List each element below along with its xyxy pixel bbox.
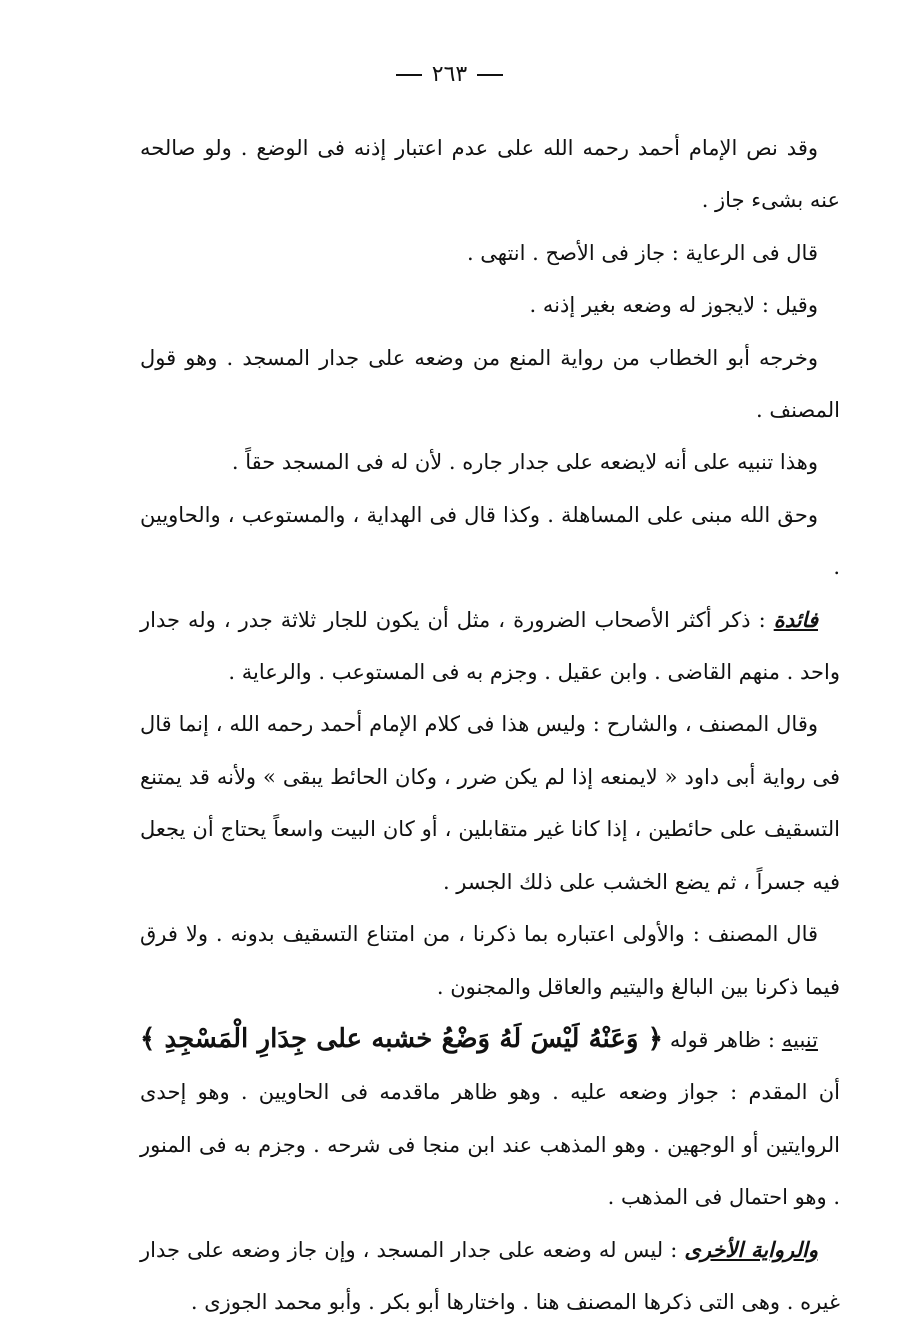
quoted-matn: ﴿ وَعَنْهُ لَيْسَ لَهُ وَضْعُ خشبه على جِدَارِ الْمَسْجِدِ ﴾ bbox=[140, 1023, 663, 1054]
paragraph: وقيل : لايجوز له وضعه بغير إذنه . bbox=[529, 293, 818, 318]
paragraph: وهذا تنبيه على أنه لايضعه على جدار جاره . لأن له فى المسجد حقاً . bbox=[231, 450, 818, 475]
tanbih-intro: : ظاهر قوله bbox=[669, 1027, 775, 1052]
tanbih-heading: تنبيه bbox=[781, 1027, 818, 1052]
paragraph: وقال المصنف ، والشارح : وليس هذا فى كلام الإمام أحمد رحمه الله ، إنما قال فى رواية أبى داود « لايمنعه إذا لم يكن ضرر ، وكان الحائط يبقى » ولأنه قد يمتنع التسقيف على حائطين ، إذا كانا غير متقابلين ، أو كان البيت واسعاً يحتاج أن يجعل فيه جسراً ، ثم يضع الخشب على ذلك الجسر . bbox=[140, 712, 840, 894]
left-dash bbox=[477, 74, 503, 76]
right-dash bbox=[396, 74, 422, 76]
paragraph: وخرجه أبو الخطاب من رواية المنع من وضعه على جدار المسجد . وهو قول المصنف . bbox=[140, 345, 840, 423]
riwaya-heading: والرواية الأخرى bbox=[684, 1236, 818, 1262]
paragraph-faida bbox=[140, 594, 840, 699]
paragraph: قال فى الرعاية : جاز فى الأصح . انتهى . bbox=[466, 240, 818, 265]
riwaya-text: : ليس له وضعه على جدار المسجد ، وإن جاز وضعه على جدار غيره . وهى التى ذكرها المصنف هنا . واختارها أبو بكر . وأبو محمد الجوزى . bbox=[140, 1237, 840, 1314]
paragraph: قال المصنف : والأولى اعتباره بما ذكرنا ، من امتناع التسقيف بدونه . ولا فرق فيما ذكرنا بين البالغ واليتيم والعاقل والمجنون . bbox=[140, 922, 840, 999]
faida-text: : ذكر أكثر الأصحاب الضرورة ، مثل أن يكون للجار ثلاثة جدر ، وله جدار واحد . منهم القاضى . وابن عقيل . وجزم به فى المستوعب . والرعاية . bbox=[140, 607, 840, 685]
faida-heading: فائدة bbox=[773, 606, 818, 632]
tanbih-text: أن المقدم : جواز وضعه عليه . وهو ظاهر ماقدمه فى الحاويين . وهو إحدى الروايتين أو الوجهين . وهو المذهب عند ابن منجا فى شرحه . وجزم به فى المنور . وهو احتمال فى المذهب . bbox=[140, 1080, 840, 1210]
paragraph: وقد نص الإمام أحمد رحمه الله على عدم اعتبار إذنه فى الوضع . ولو صالحه عنه بشىء جاز . bbox=[140, 136, 840, 213]
body-text bbox=[140, 122, 840, 1328]
paragraph: وحق الله مبنى على المساهلة . وكذا قال فى الهداية ، والمستوعب ، والحاويين . bbox=[140, 502, 840, 580]
paragraph-tanbih bbox=[140, 1013, 840, 1224]
page-number: ٢٦٣ bbox=[0, 62, 899, 87]
paragraph-riwaya bbox=[140, 1224, 840, 1329]
